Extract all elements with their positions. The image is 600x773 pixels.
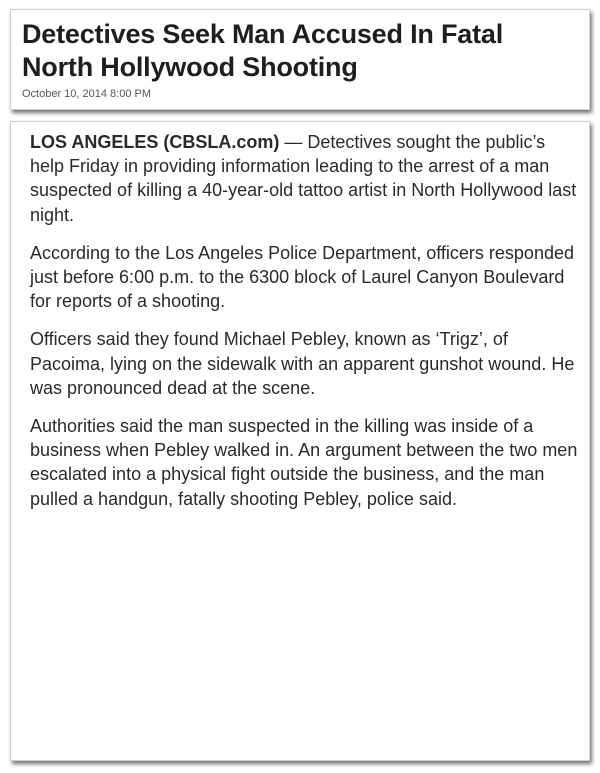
article-body [10,121,590,761]
article-paragraph: According to the Los Angeles Police Department, officers responded just before 6:00 p.m. to the 6300 block of Laurel Canyon Boulevard for reports of a shooting. [30,242,574,312]
article-headline: Detectives Seek Man Accused In Fatal North Hollywood Shooting [22,19,504,82]
article-header [10,9,590,110]
article-paragraph: Officers said they found Michael Pebley, known as ‘Trigz’, of Pacoima, lying on the sidewalk with an apparent gunshot wound. He was pronounced dead at the scene. [30,329,575,398]
article-timestamp: October 10, 2014 8:00 PM [22,88,152,100]
article-paragraph: Authorities said the man suspected in the killing was inside of a business when Pebley walked in. An argument between the two men escalated into a physical fight outside the business, and the man pulled a handgun, fatally shooting Pebley, police said. [30,416,578,509]
article-dateline: LOS ANGELES (CBSLA.com) [30,132,280,152]
article-lead-paragraph [30,130,581,227]
article-lead-text: — Detectives sought the public’s help Friday in providing information leading to the arrest of a man suspected of killing a 40-year-old tattoo artist in North Hollywood last night. [30,132,577,225]
